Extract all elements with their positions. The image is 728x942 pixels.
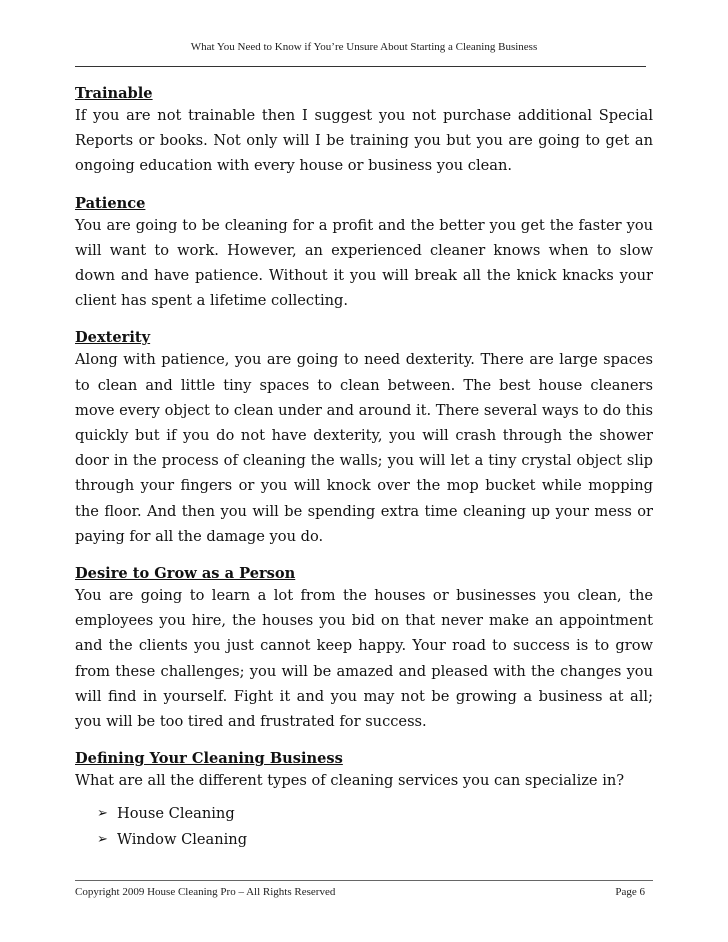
service-list [75, 801, 653, 851]
section-heading: Trainable [75, 85, 153, 102]
section-heading: Dexterity [75, 329, 151, 347]
section-heading: Defining Your Cleaning Business [75, 750, 343, 768]
section-dexterity [75, 329, 653, 549]
section-patience [75, 195, 653, 314]
header-rule [75, 66, 646, 67]
section-paragraph: What are all the different types of cleaning services you can specialize in? [75, 772, 625, 790]
section-trainable [75, 85, 653, 179]
footer-copyright: Copyright 2009 House Cleaning Pro – All Rights Reserved [75, 886, 336, 898]
list-item [97, 801, 653, 826]
page-footer [75, 886, 653, 898]
list-item-label: Window Cleaning [117, 830, 248, 848]
section-defining-business [75, 750, 653, 852]
page-header: What You Need to Know if You’re Unsure About Starting a Cleaning Business [190, 41, 538, 53]
page-number: Page 6 [615, 886, 645, 898]
section-heading: Desire to Grow as a Person [75, 565, 296, 583]
section-paragraph: Along with patience, you are going to need dexterity. There are large spaces to clean and little tiny spaces to clean between. The best house cleaners move every object to clean under and around it. There several ways to do this quickly but if you do not have dexterity, you will crash through the shower door in the process of cleaning the walls; you will let a tiny crystal object slip through your fingers or you will knock over the mop bucket while mopping the floor. And then you will be spending extra time cleaning up your mess or paying for all the damage you do. [75, 351, 653, 545]
section-paragraph: You are going to be cleaning for a profit and the better you get the faster you will want to work. However, an experienced cleaner knows when to slow down and have patience. Without it you will break all the knick knacks your client has spent a lifetime collecting. [75, 216, 653, 310]
footer-rule [75, 880, 653, 881]
section-desire-to-grow [75, 565, 653, 734]
arrow-bullet-icon: ➢ [97, 831, 108, 847]
list-item [97, 827, 653, 852]
document-body [75, 85, 653, 868]
arrow-bullet-icon: ➢ [97, 806, 108, 822]
section-paragraph: If you are not trainable then I suggest you not purchase additional Special Reports or books. Not only will I be training you but you are going to get an ongoing education with every house or business you clean. [75, 107, 653, 175]
section-paragraph: You are going to learn a lot from the houses or businesses you clean, the employees you hire, the houses you bid on that never make an appointment and the clients you just cannot keep happy. Your road to success is to grow from these challenges; you will be amazed and pleased with the changes you will find in yourself. Fight it and you may not be growing a business at all; you will be too tired and frustrated for success. [75, 587, 653, 731]
list-item-label: House Cleaning [117, 805, 235, 823]
section-heading: Patience [75, 194, 146, 212]
